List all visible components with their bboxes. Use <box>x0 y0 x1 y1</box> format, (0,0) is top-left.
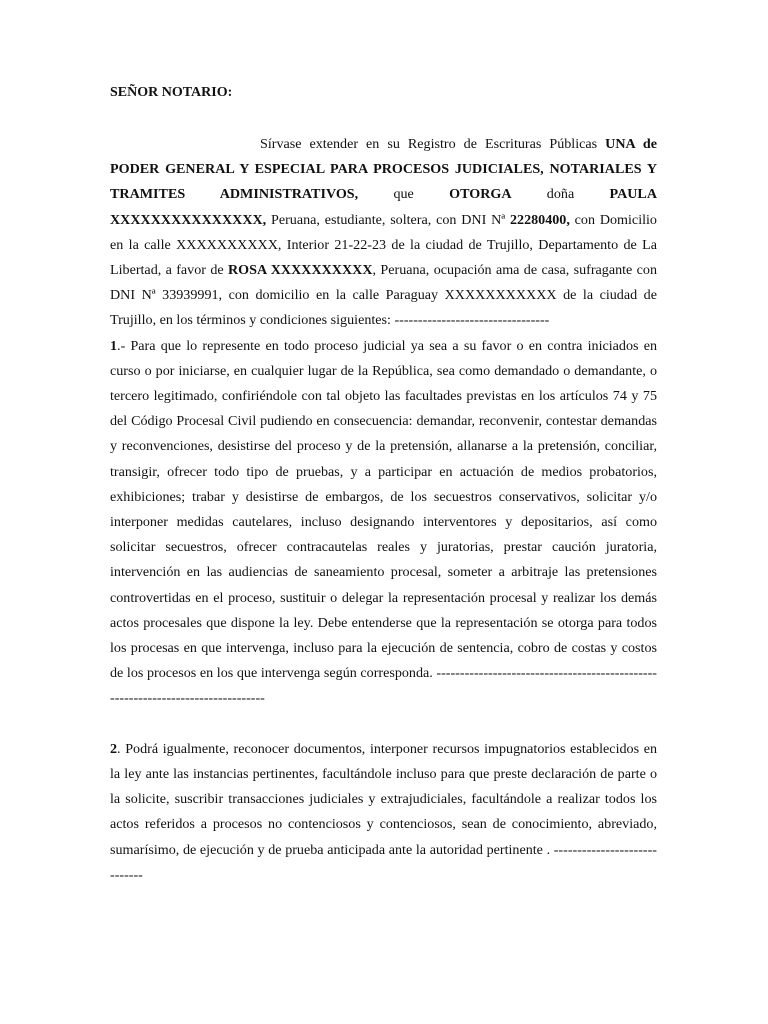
intro-text-4: Peruana, estudiante, soltera, con DNI Nª <box>266 211 510 228</box>
grantor-dni: 22280400, <box>509 211 570 228</box>
grantor-name: PAULA XXXXXXXXXXXXXXX, <box>110 186 658 228</box>
clause-2-text: . Podrá igualmente, reconocer documentos, interponer recursos impugnatorios establecidos en la ley ante las instancias pertinentes, facultándole incluso para que preste declaración de parte o la solicite, suscribir transacciones judiciales y extrajudiciales, facultándole a realizar todos los actos referidos a procesos no contenciosos y contenciosos, sean de conocimiento, abreviado, sumarísimo, de ejecución y de prueba anticipada ante la autoridad pertinente . ----------------------------- <box>110 740 657 883</box>
intro-paragraph <box>110 132 657 334</box>
document-heading: SEÑOR NOTARIO: <box>110 85 233 100</box>
document-body <box>110 132 657 888</box>
clause-2-paragraph <box>110 737 657 888</box>
clause-2-number: 2 <box>110 740 118 757</box>
intro-text-2: que <box>358 186 450 203</box>
clause-1-number: 1 <box>110 337 118 354</box>
clause-1-text: .- Para que lo represente en todo proceso judicial ya sea a su favor o en contra iniciados en curso o por iniciarse, en cualquier lugar de la República, sea como demandado o demandante, o tercero legitimado, confiriéndole con tal objeto las facultades previstas en los artículos 74 y 75 del Código Procesal Civil pudiendo en consecuencia: demandar, reconvenir, contestar demandas y reconvenciones, desistirse del proceso y de la pretensión, allanarse a la pretensión, conciliar, transigir, ofrecer todo tipo de pruebas, y a participar en actuación de medios probatorios, exhibiciones; trabar y desistirse de embargos, de los secuestros conservativos, solicitar y/o interponer medidas cautelares, incluso designando interventores y depositarios, así como solicitar secuestros, ofrecer contracautelas reales y juratorias, prestar caución juratoria, intervención en las audiencias de saneamiento procesal, someter a arbitraje las pretensiones controvertidas en el proceso, sustituir o delegar la representación procesal y realizar los demás actos procesales que dispone la ley. Debe entenderse que la representación se otorga para todos los procesas en que intervenga, incluso para la ejecución de sentencia, cobro de costas y costos de los procesos en los que intervenga según corresponda. -------------------------------------------------------------------------------- <box>110 337 657 707</box>
intro-text-1: Sírvase extender en su Registro de Escrituras Públicas <box>260 136 606 152</box>
intro-otorga: OTORGA <box>449 186 512 203</box>
intro-power-title: UNA de PODER GENERAL Y ESPECIAL PARA PROCESOS JUDICIALES, NOTARIALES Y TRAMITES ADMINISTRATIVOS, <box>110 136 658 203</box>
grantee-name: ROSA XXXXXXXXXX <box>228 262 373 279</box>
intro-text-6: , Peruana, ocupación ama de casa, sufragante con DNI Nª 33939991, con domicilio en la calle Paraguay XXXXXXXXXXX de la ciudad de Trujillo, en los términos y condiciones siguientes: --------------------------------- <box>110 262 657 329</box>
intro-text-3: doña <box>511 186 610 203</box>
clause-1-paragraph <box>110 334 657 712</box>
intro-text-5: con Domicilio en la calle XXXXXXXXXX, Interior 21-22-23 de la ciudad de Trujillo, Departamento de La Libertad, a favor de <box>110 211 657 279</box>
